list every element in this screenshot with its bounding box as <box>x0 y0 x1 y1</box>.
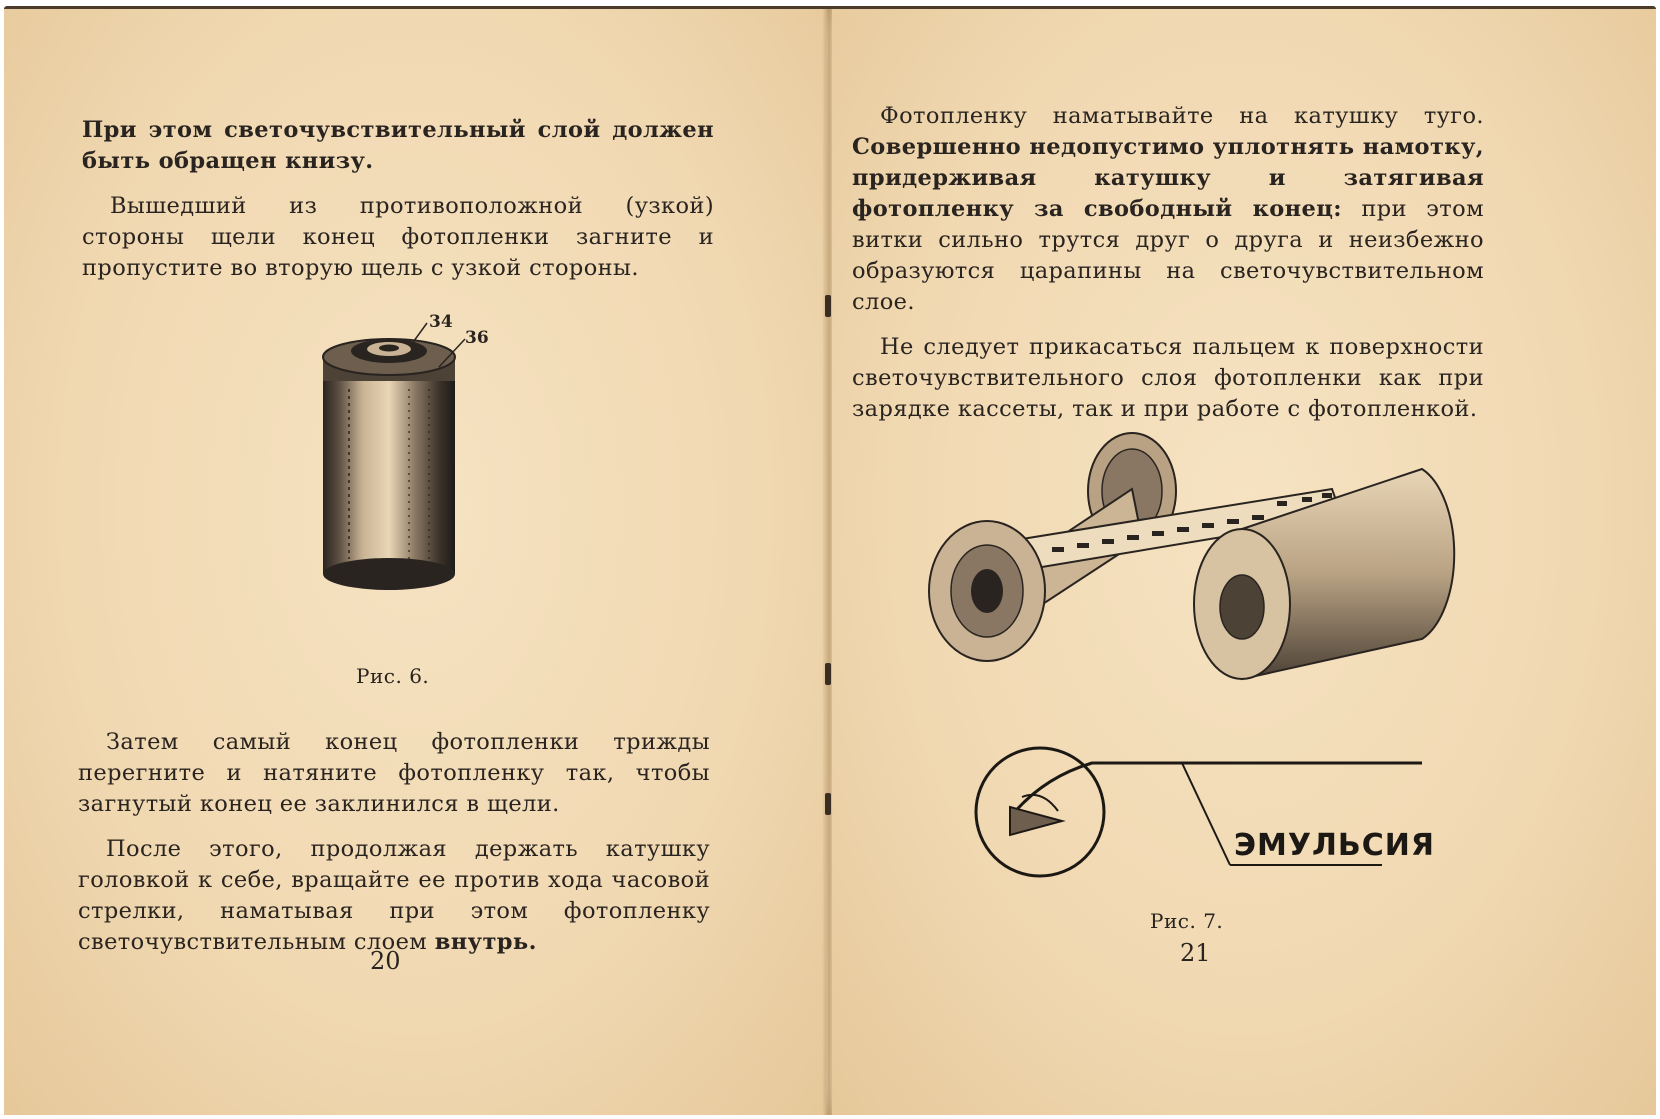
paragraph-text: Фотопленку наматывайте на катушку туго. <box>880 103 1484 129</box>
right-page <box>832 9 1656 1115</box>
paragraph-text: при этом витки сильно трутся друг о друга и неизбежно образуются царапины на светочувствительном слое. <box>852 196 1484 315</box>
figure-caption: Рис. 7. <box>1150 909 1224 933</box>
emulsion-diagram <box>972 737 1436 887</box>
paragraph <box>78 834 710 958</box>
paragraph <box>852 101 1484 318</box>
paragraph-bold-text: Совершенно недопустимо уплотнять намотку, придерживая катушку и затягивая фотопленку за свободный конец: <box>852 134 1484 222</box>
emulsion-label: ЭМУЛЬСИЯ <box>1234 828 1436 863</box>
left-text-top <box>82 115 714 298</box>
paragraph: Вышедший из противоположной (узкой) стороны щели конец фотопленки загните и пропустите во вторую щель с узкой стороны. <box>82 193 714 281</box>
left-page <box>4 9 826 1115</box>
staple <box>825 793 831 815</box>
paragraph-bold-text: внутрь. <box>434 929 537 955</box>
figure-label-36: 36 <box>465 328 489 348</box>
staple <box>825 663 831 685</box>
figure-label-34: 34 <box>429 312 453 332</box>
book-spread <box>4 6 1656 1115</box>
staple <box>825 295 831 317</box>
paragraph: При этом светочувствительный слой должен быть обращен книзу. <box>82 117 714 174</box>
right-text-top <box>852 101 1484 439</box>
paragraph: Затем самый конец фотопленки трижды перегните и натяните фотопленку так, чтобы загнутый конец ее заклинился в щели. <box>78 729 710 817</box>
paragraph: Не следует прикасаться пальцем к поверхности светочувствительного слоя фотопленки как при зарядке кассеты, так и при работе с фотопленкой. <box>852 334 1484 422</box>
page-number: 21 <box>1180 939 1211 967</box>
page-number: 20 <box>370 947 401 975</box>
paragraph-text: После этого, продолжая держать катушку головкой к себе, вращайте ее против хода часовой стрелки, наматывая при этом фотопленку светочувствительным слоем <box>78 836 710 955</box>
film-spool-figure <box>902 429 1492 699</box>
figure-caption: Рис. 6. <box>356 664 430 688</box>
film-cassette-figure <box>289 309 519 599</box>
left-text-bottom <box>78 727 710 972</box>
